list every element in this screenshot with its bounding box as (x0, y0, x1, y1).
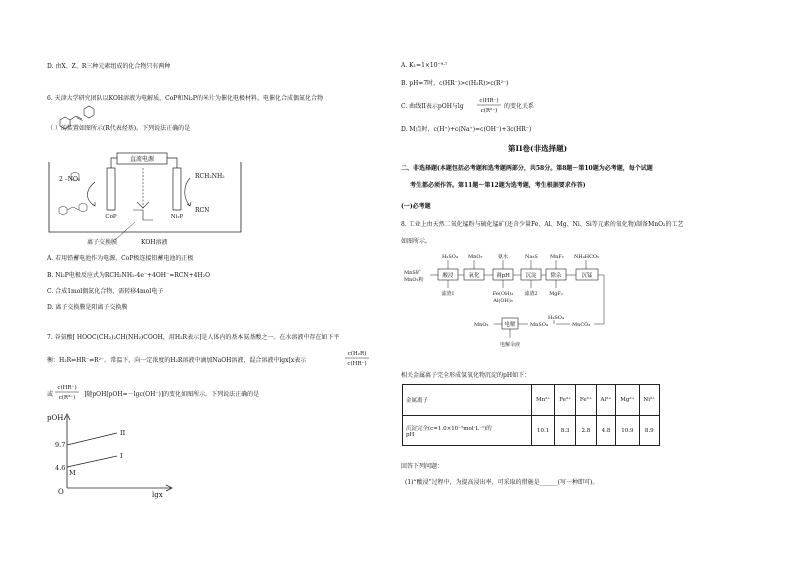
curve-ii (67, 433, 117, 445)
table-ion: Fe²⁺ (555, 385, 576, 416)
q7-option-c-pre: C. 曲线II表示pOH与lg (401, 103, 464, 110)
q8-stem-line2: 如图所示。 (401, 238, 432, 245)
table-ion: Ni²⁺ (639, 385, 660, 416)
curve-i (67, 456, 117, 467)
q7-option-c-fraction (476, 96, 502, 116)
membrane-label: 离子交换膜 (87, 239, 118, 246)
svg-text:H₂SO₄: H₂SO₄ (548, 315, 564, 321)
poh-lgx-graph (40, 410, 180, 502)
process-flow-diagram (404, 250, 616, 358)
q6-option-d: D. 离子交换膜是阳离子交换膜 (47, 304, 128, 311)
feed-mno2-label: MnO₂粉 (404, 277, 424, 283)
electrolysis-residue-label: 电解余液 (499, 342, 521, 348)
q6-stem-line1: 6. 天津大学研究团队以KOH溶液为电解质，CoP和Ni₂P的米片为催化电极材料，电催化合成偶氮化合物 (47, 95, 323, 102)
power-source-label: 直流电源 (129, 156, 155, 163)
q7-option-c-post: 的变化关系 (504, 103, 535, 110)
nitro-reactant-label: 2 –NO₂ (59, 176, 81, 183)
q7-fraction-2 (54, 383, 80, 403)
q6-option-a: A. 若用铅蓄电池作为电源，CoP极连接铅蓄电池的正极 (47, 255, 194, 262)
curve-ii-label: II (120, 429, 126, 437)
graph-origin-label: O (58, 488, 64, 496)
required-questions-heading: (一)必考题 (401, 203, 431, 210)
cop-label: CoP (105, 214, 117, 220)
svg-text:滤渣1: 滤渣1 (441, 291, 455, 297)
section-title: 第II卷(非选择题) (508, 144, 568, 153)
section2-instructions-line1: 二、非选择题(本题包括必考题和选考题两部分，共58分。第8题～第10题为必考题，每个试题 (401, 165, 653, 172)
section2-instructions-line2: 考生都必须作答。第11题～第12题为选考题，考生根据要求作答) (410, 182, 586, 189)
q5-option-d: D. 由X、Z、R三种元素组成的化合物只有两种 (47, 63, 171, 70)
svg-text:Fe(OH)₃: Fe(OH)₃ (492, 291, 514, 297)
table-ion: Mg²⁺ (616, 385, 639, 416)
table-ph-value: 10.9 (616, 416, 639, 446)
svg-text:MnO₂: MnO₂ (468, 254, 483, 260)
q6-option-b: B. Ni₂P电极反应式为RCH₂NH₂-4e⁻+4OH⁻=RCN+4H₂O (47, 272, 210, 279)
svg-text:MnF₂: MnF₂ (550, 254, 564, 260)
ni2p-label: Ni₂P (170, 214, 184, 220)
table-ion: Mn²⁺ (532, 385, 555, 416)
curve-i-label: I (120, 452, 123, 460)
svg-text:氨水: 氨水 (498, 254, 509, 260)
q8-stem-line1: 8. 工业上由天然二氧化锰粉与硫化锰矿(还含少量Fe、Al、Mg、Ni、Si等元素的氧化物)制备MnO₂的工艺 (401, 221, 684, 228)
nitrile-label: RCN (195, 207, 210, 214)
svg-text:NH₄HCO₃: NH₄HCO₃ (574, 254, 600, 260)
table-caption: 相关金属离子完全形成氢氧化物沉淀的pH如下： (401, 372, 531, 379)
svg-text:H₂SO₄: H₂SO₄ (442, 254, 458, 260)
svg-text:Na₂S: Na₂S (525, 254, 538, 260)
q7-option-b: B. pH=7时，c(HR⁻)>c(H₂R)>c(R²⁻) (401, 80, 509, 87)
cop-electrode (107, 168, 115, 210)
svg-text:电解: 电解 (504, 322, 516, 328)
table-ph-value: 8.9 (639, 416, 660, 446)
svg-text:c(R²⁻): c(R²⁻) (480, 108, 498, 114)
q6-option-c: C. 合成1mol偶氮化合物，需转移4mol电子 (47, 288, 164, 295)
table-row-label: 沉淀完全(c=1.0×10⁻⁵mol·L⁻¹)的 pH (403, 416, 532, 446)
q7-or: 或 (47, 391, 54, 398)
svg-text:调pH: 调pH (496, 273, 510, 279)
feed-mns-label: MnS矿 (404, 270, 421, 276)
svg-text:滤渣2: 滤渣2 (524, 291, 538, 297)
svg-text:酸浸: 酸浸 (442, 273, 454, 279)
table-ion: Fe³⁺ (576, 385, 597, 416)
q7-option-d: D. M点时，c(H⁺)+c(Na⁺)=c(OH⁻)+3c(HR⁻) (401, 126, 532, 133)
svg-text:c(HR⁻): c(HR⁻) (57, 385, 77, 391)
product-mnco3-label: MnCO₃ (572, 322, 591, 328)
svg-text:c(H₂R): c(H₂R) (347, 351, 367, 357)
product-mno2-label: MnO₂ (474, 322, 489, 328)
precipitation-ph-table (402, 384, 660, 446)
svg-text:c(R²⁻): c(R²⁻) (58, 395, 76, 401)
table-ph-row (403, 416, 660, 446)
table-header-row (403, 385, 660, 416)
azobenzene-structure (52, 106, 112, 134)
point-m-label: M (69, 469, 76, 477)
graph-tick-9-7: 9.7 (55, 441, 66, 449)
answer-prompt: 回答下列问题： (401, 463, 444, 470)
svg-text:氧化: 氧化 (468, 273, 480, 279)
table-ph-value: 2.8 (576, 416, 597, 446)
table-header-label: 金属离子 (403, 385, 532, 416)
q7-stem-line3: ]随pOH[pOH=－lgc(OH⁻)]的变化如图所示。下列说法正确的是 (84, 391, 260, 398)
q8-part-1: (1)“酸浸”过程中，为提高浸出率，可采取的措施是______(写一种即可)。 (405, 479, 599, 486)
amine-label: RCH₂NH₂ (195, 173, 225, 180)
svg-text:沉淀: 沉淀 (525, 273, 537, 279)
q7-stem-line2: 衡：H₂R⇌HR⁻⇌R²⁻。常温下，向一定浓度的H₂R溶液中滴加NaOH溶液，混合溶液中lgx[x表示 (47, 357, 307, 364)
product-mnso4-label: MnSO₄ (530, 322, 548, 328)
q7-stem-line1: 7. 谷氨酸[ HOOC(CH₂)₂CH(NH₂)COOH，用H₂R表示]是人体内的基本氨基酸之一。在水溶液中存在如下平 (47, 334, 340, 341)
table-ph-value: 8.3 (555, 416, 576, 446)
table-ph-value: 4.8 (596, 416, 616, 446)
svg-text:c(HR⁻): c(HR⁻) (479, 98, 499, 104)
ni2p-electrode (173, 168, 181, 210)
svg-text:Al(OH)₃: Al(OH)₃ (493, 298, 513, 304)
graph-y-axis-label: pOH (47, 414, 64, 422)
koh-solution-label: KOH溶液 (141, 239, 168, 246)
svg-text:除杂: 除杂 (550, 273, 562, 279)
table-ph-value: 10.1 (532, 416, 555, 446)
electrolysis-cell-diagram (45, 150, 245, 250)
graph-tick-4-6: 4.6 (55, 464, 66, 472)
svg-text:沉锰: 沉锰 (581, 273, 593, 279)
q7-option-a: A. K₁=1×10⁻⁹·⁷ (401, 62, 448, 69)
graph-x-axis-label: lgx (152, 491, 163, 499)
svg-text:MgF₂: MgF₂ (549, 291, 563, 297)
q6-stem-line2: （ ）的装置如图所示(R代表烃基)。下列说法正确的是 (47, 125, 191, 132)
svg-text:c(HR⁻): c(HR⁻) (347, 361, 367, 367)
table-ion: Al³⁺ (596, 385, 616, 416)
q7-fraction-1 (344, 349, 370, 369)
